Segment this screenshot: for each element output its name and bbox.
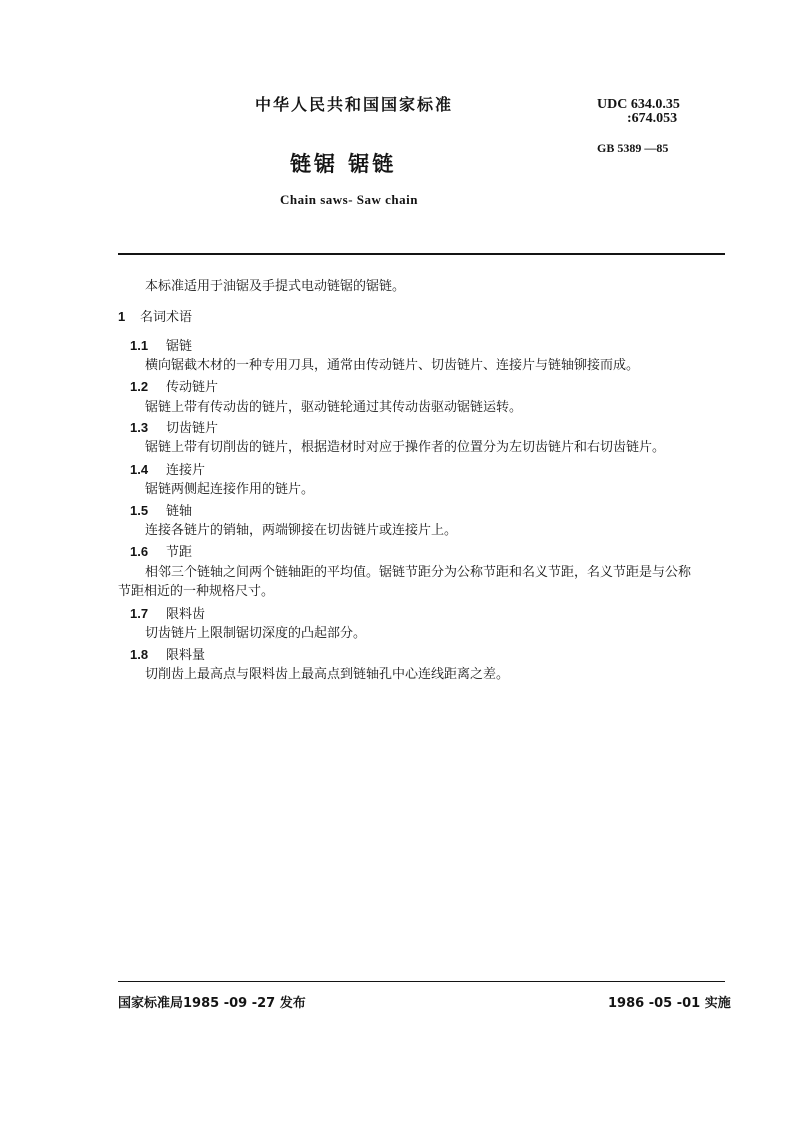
term-item — [130, 500, 192, 519]
term-name: 切齿链片 — [166, 421, 219, 436]
term-definition-line-1: 相邻三个链轴之间两个链轴距的平均值。锯链节距分为公称节距和名义节距，名义节距是与公称 — [145, 565, 692, 580]
term-item — [130, 644, 205, 663]
term-number: 1.8 — [130, 647, 149, 662]
udc-line-2: :674.053 — [627, 111, 678, 126]
term-number: 1.1 — [130, 338, 149, 353]
term-definition: 锯链两侧起连接作用的链片。 — [145, 482, 315, 497]
term-definition: 切齿链片上限制锯切深度的凸起部分。 — [145, 626, 367, 641]
term-definition: 锯链上带有切削齿的链片，根据造材时对应于操作者的位置分为左切齿链片和右切齿链片。 — [145, 440, 666, 455]
term-definition: 切削齿上最高点与限料齿上最高点到链轴孔中心连线距离之差。 — [145, 667, 510, 682]
effective-date: 1986 -05 -01 实施 — [608, 996, 731, 1011]
section-title: 名词术语 — [140, 310, 193, 325]
term-name: 锯链 — [166, 339, 193, 354]
term-definition: 连接各链片的销轴，两端铆接在切齿链片或连接片上。 — [145, 523, 458, 538]
term-item — [130, 459, 205, 478]
section-number: 1 — [118, 309, 126, 324]
term-item — [130, 335, 192, 354]
term-item — [130, 541, 192, 560]
term-item — [130, 603, 205, 622]
scope-paragraph: 本标准适用于油锯及手提式电动链锯的锯链。 — [145, 279, 406, 294]
term-name: 连接片 — [166, 463, 206, 478]
term-number: 1.2 — [130, 379, 149, 394]
udc-code — [597, 98, 680, 126]
term-item — [130, 376, 218, 395]
document-title-en: Chain saws- Saw chain — [280, 192, 419, 207]
term-item — [130, 417, 218, 436]
term-name: 节距 — [166, 545, 193, 560]
term-definition: 锯链上带有传动齿的链片，驱动链轮通过其传动齿驱动锯链运转。 — [145, 400, 523, 415]
term-definition-line-2: 节距相近的一种规格尺寸。 — [118, 584, 275, 599]
term-name: 限料量 — [166, 648, 206, 663]
gb-number: GB 5389 —85 — [597, 141, 669, 155]
term-name: 链轴 — [166, 504, 193, 519]
section-heading — [118, 306, 192, 325]
national-standard-heading: 中华人民共和国国家标准 — [255, 95, 454, 114]
top-divider — [118, 253, 725, 255]
term-number: 1.4 — [130, 462, 149, 477]
document-title-cn: 链锯 锯链 — [290, 152, 397, 176]
term-number: 1.5 — [130, 503, 149, 518]
term-name: 限料齿 — [166, 607, 206, 622]
term-number: 1.7 — [130, 606, 149, 621]
term-name: 传动链片 — [166, 380, 219, 395]
term-definition: 横向锯截木材的一种专用刀具，通常由传动链片、切齿链片、连接片与链轴铆接而成。 — [145, 358, 640, 373]
bottom-divider — [118, 981, 725, 982]
term-number: 1.3 — [130, 420, 149, 435]
issue-date: 国家标准局1985 -09 -27 发布 — [118, 996, 306, 1011]
term-number: 1.6 — [130, 544, 149, 559]
udc-line-1: UDC 634.0.35 — [597, 97, 680, 112]
